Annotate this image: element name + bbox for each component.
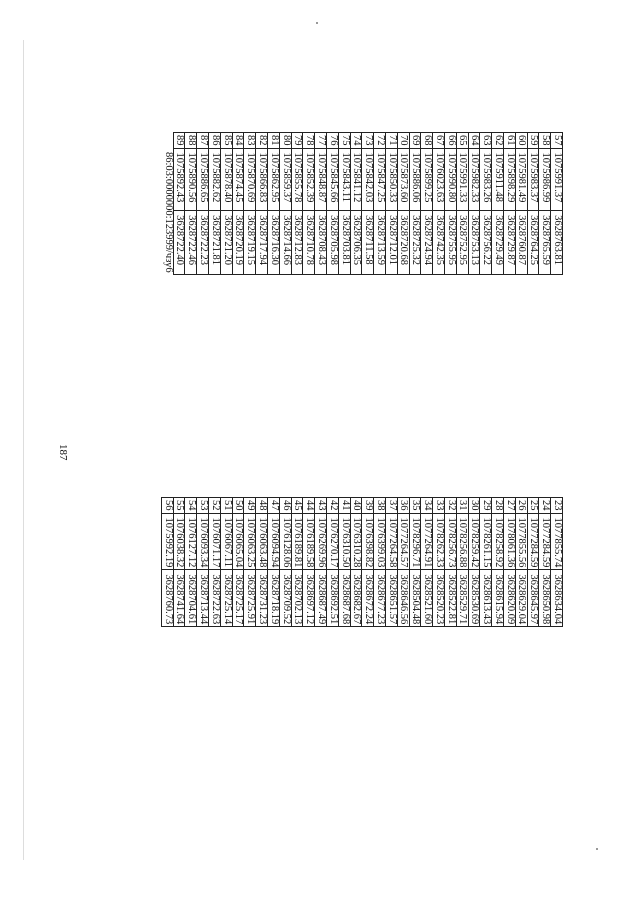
x-coordinate-cell: 1078256.88 xyxy=(456,513,468,570)
point-number-cell: 45 xyxy=(291,498,303,514)
point-number-cell: 60 xyxy=(515,133,527,149)
point-number-cell: 32 xyxy=(445,498,457,514)
x-coordinate-cell: 1075899.25 xyxy=(421,148,433,211)
footer-blank-cell xyxy=(162,133,173,149)
point-number-cell: 33 xyxy=(433,498,445,514)
point-number-cell: 48 xyxy=(256,498,268,514)
y-coordinate-cell: 3628731.23 xyxy=(256,570,268,627)
table-row xyxy=(515,133,527,275)
y-coordinate-cell: 3628725.91 xyxy=(244,570,256,627)
x-coordinate-cell: 1075991.37 xyxy=(551,148,563,211)
x-coordinate-cell: 1075911.48 xyxy=(492,148,504,211)
x-coordinate-cell: 1075845.66 xyxy=(327,148,339,211)
table-row xyxy=(197,498,209,627)
y-coordinate-cell: 3628645.97 xyxy=(527,570,539,627)
y-coordinate-cell: 3628613.43 xyxy=(480,570,492,627)
x-coordinate-cell: 1076189.81 xyxy=(291,513,303,570)
table-row xyxy=(256,133,268,275)
y-coordinate-cell: 3628765.59 xyxy=(539,211,551,275)
table-row xyxy=(504,498,516,627)
table-row xyxy=(456,133,468,275)
point-number-cell: 84 xyxy=(232,133,244,149)
x-coordinate-cell: 1077855.74 xyxy=(551,513,563,570)
x-coordinate-cell: 1077855.56 xyxy=(515,513,527,570)
point-number-cell: 34 xyxy=(421,498,433,514)
point-number-cell: 52 xyxy=(209,498,221,514)
y-coordinate-cell: 3628764.25 xyxy=(527,211,539,275)
x-coordinate-cell: 1078061.36 xyxy=(504,513,516,570)
point-number-cell: 47 xyxy=(268,498,280,514)
table-row xyxy=(539,498,551,627)
table-row xyxy=(327,498,339,627)
x-coordinate-cell: 1075847.25 xyxy=(374,148,386,211)
coordinates-table-left xyxy=(161,497,563,627)
y-coordinate-cell: 3628720.19 xyxy=(232,211,244,275)
point-number-cell: 25 xyxy=(527,498,539,514)
y-coordinate-cell: 3628760.87 xyxy=(515,211,527,275)
coordinates-table-left-wrapper xyxy=(161,497,563,627)
table-row xyxy=(445,133,457,275)
table-row xyxy=(468,498,480,627)
point-number-cell: 42 xyxy=(327,498,339,514)
table-row xyxy=(456,498,468,627)
point-number-cell: 66 xyxy=(445,133,457,149)
point-number-cell: 65 xyxy=(456,133,468,149)
y-coordinate-cell: 3628620.09 xyxy=(504,570,516,627)
y-coordinate-cell: 3628504.48 xyxy=(409,570,421,627)
point-number-cell: 44 xyxy=(303,498,315,514)
point-number-cell: 54 xyxy=(185,498,197,514)
cadastral-number-note: 86:03:0000000:123999/чзу6 xyxy=(162,152,174,273)
table-row xyxy=(492,133,504,275)
point-number-cell: 67 xyxy=(433,133,445,149)
y-coordinate-cell: 3628722.46 xyxy=(185,211,197,275)
x-coordinate-cell: 1076128.06 xyxy=(279,513,291,570)
y-coordinate-cell: 3628650.98 xyxy=(539,570,551,627)
point-number-cell: 59 xyxy=(527,133,539,149)
point-number-cell: 55 xyxy=(173,498,185,514)
y-coordinate-cell: 3628615.94 xyxy=(492,570,504,627)
point-number-cell: 28 xyxy=(492,498,504,514)
x-coordinate-cell: 1075855.78 xyxy=(291,148,303,211)
table-row xyxy=(480,133,492,275)
table-row xyxy=(386,498,398,627)
x-coordinate-cell: 1075990.80 xyxy=(445,148,457,211)
x-coordinate-cell: 1078261.15 xyxy=(480,513,492,570)
table-row xyxy=(220,133,232,275)
point-number-cell: 29 xyxy=(480,498,492,514)
table-row xyxy=(185,133,197,275)
table-row xyxy=(421,133,433,275)
table-row xyxy=(397,498,409,627)
table-row xyxy=(279,498,291,627)
x-coordinate-cell: 1077284.59 xyxy=(527,513,539,570)
x-coordinate-cell: 1075886.65 xyxy=(197,148,209,211)
x-coordinate-cell: 1076399.03 xyxy=(374,513,386,570)
x-coordinate-cell: 1075882.62 xyxy=(209,148,221,211)
y-coordinate-cell: 3628687.49 xyxy=(315,570,327,627)
y-coordinate-cell: 3628741.64 xyxy=(173,570,185,627)
y-coordinate-cell: 3628721.20 xyxy=(220,211,232,275)
y-coordinate-cell: 3628742.35 xyxy=(433,211,445,275)
x-coordinate-cell: 1075842.03 xyxy=(362,148,374,211)
x-coordinate-cell: 1075898.29 xyxy=(504,148,516,211)
y-coordinate-cell: 3628719.15 xyxy=(244,211,256,275)
point-number-cell: 72 xyxy=(374,133,386,149)
table-row xyxy=(515,498,527,627)
table-row xyxy=(504,133,516,275)
point-number-cell: 83 xyxy=(244,133,256,149)
x-coordinate-cell: 1075848.87 xyxy=(315,148,327,211)
table-row xyxy=(291,498,303,627)
y-coordinate-cell: 3628711.58 xyxy=(362,211,374,275)
point-number-cell: 43 xyxy=(315,498,327,514)
x-coordinate-cell: 1076038.32 xyxy=(173,513,185,570)
x-coordinate-cell: 1075892.43 xyxy=(173,148,185,211)
y-coordinate-cell: 3628682.67 xyxy=(350,570,362,627)
x-coordinate-cell: 1076189.58 xyxy=(303,513,315,570)
point-number-cell: 76 xyxy=(327,133,339,149)
x-coordinate-cell: 1077264.57 xyxy=(397,513,409,570)
table-row xyxy=(527,498,539,627)
table-row xyxy=(256,498,268,627)
point-number-cell: 75 xyxy=(338,133,350,149)
table-row xyxy=(551,498,563,627)
point-number-cell: 46 xyxy=(279,498,291,514)
y-coordinate-cell: 3628520.23 xyxy=(433,570,445,627)
table-row xyxy=(161,498,173,627)
point-number-cell: 80 xyxy=(279,133,291,149)
y-coordinate-cell: 3628755.95 xyxy=(445,211,457,275)
table-row xyxy=(362,133,374,275)
point-number-cell: 85 xyxy=(220,133,232,149)
x-coordinate-cell: 1076270.17 xyxy=(327,513,339,570)
table-row xyxy=(551,133,563,275)
y-coordinate-cell: 3628729.49 xyxy=(492,211,504,275)
x-coordinate-cell: 1075843.11 xyxy=(338,148,350,211)
x-coordinate-cell: 1075886.06 xyxy=(409,148,421,211)
table-row xyxy=(279,133,291,275)
x-coordinate-cell: 1078262.33 xyxy=(433,513,445,570)
table-row xyxy=(220,498,232,627)
point-number-cell: 82 xyxy=(256,133,268,149)
x-coordinate-cell: 1078259.42 xyxy=(468,513,480,570)
x-coordinate-cell: 1076310.28 xyxy=(350,513,362,570)
point-number-cell: 36 xyxy=(397,498,409,514)
y-coordinate-cell: 3628646.56 xyxy=(397,570,409,627)
y-coordinate-cell: 3628722.23 xyxy=(197,211,209,275)
y-coordinate-cell: 3628713.44 xyxy=(197,570,209,627)
y-coordinate-cell: 3628718.19 xyxy=(268,570,280,627)
point-number-cell: 88 xyxy=(185,133,197,149)
y-coordinate-cell: 3628530.69 xyxy=(468,570,480,627)
x-coordinate-cell: 1076398.82 xyxy=(362,513,374,570)
y-coordinate-cell: 3628529.71 xyxy=(456,570,468,627)
y-coordinate-cell: 3628705.98 xyxy=(327,211,339,275)
table-row xyxy=(232,133,244,275)
x-coordinate-cell: 1075866.83 xyxy=(256,148,268,211)
table-row xyxy=(409,133,421,275)
point-number-cell: 62 xyxy=(492,133,504,149)
point-number-cell: 74 xyxy=(350,133,362,149)
table-row xyxy=(374,498,386,627)
point-number-cell: 35 xyxy=(409,498,421,514)
y-coordinate-cell: 3628712.01 xyxy=(386,211,398,275)
point-number-cell: 51 xyxy=(220,498,232,514)
x-coordinate-cell: 1078258.92 xyxy=(492,513,504,570)
point-number-cell: 39 xyxy=(362,498,374,514)
y-coordinate-cell: 3628756.22 xyxy=(480,211,492,275)
y-coordinate-cell: 3628752.95 xyxy=(456,211,468,275)
point-number-cell: 61 xyxy=(504,133,516,149)
table-row xyxy=(209,133,221,275)
table-row xyxy=(327,133,339,275)
point-number-cell: 78 xyxy=(303,133,315,149)
x-coordinate-cell: 1075870.69 xyxy=(244,148,256,211)
y-coordinate-cell: 3628706.35 xyxy=(350,211,362,275)
table-row xyxy=(445,498,457,627)
y-coordinate-cell: 3628672.24 xyxy=(362,570,374,627)
x-coordinate-cell: 1075986.99 xyxy=(539,148,551,211)
table-row xyxy=(185,498,197,627)
x-coordinate-cell: 1075852.39 xyxy=(303,148,315,211)
table-row xyxy=(527,133,539,275)
point-number-cell: 70 xyxy=(397,133,409,149)
coordinates-table-right xyxy=(162,132,563,275)
table-row xyxy=(539,133,551,275)
y-coordinate-cell: 3628709.52 xyxy=(279,570,291,627)
y-coordinate-cell: 3628722.63 xyxy=(209,570,221,627)
y-coordinate-cell: 3628710.78 xyxy=(303,211,315,275)
y-coordinate-cell: 3628714.66 xyxy=(279,211,291,275)
x-coordinate-cell: 1076023.63 xyxy=(433,148,445,211)
y-coordinate-cell: 3628692.51 xyxy=(327,570,339,627)
x-coordinate-cell: 1075859.37 xyxy=(279,148,291,211)
table-row xyxy=(480,498,492,627)
x-coordinate-cell: 1076063.48 xyxy=(256,513,268,570)
y-coordinate-cell: 3628721.81 xyxy=(209,211,221,275)
table-row xyxy=(362,498,374,627)
point-number-cell: 38 xyxy=(374,498,386,514)
x-coordinate-cell: 1075850.33 xyxy=(386,148,398,211)
x-coordinate-cell: 1075991.33 xyxy=(456,148,468,211)
scan-artifact xyxy=(23,40,24,860)
point-number-cell: 73 xyxy=(362,133,374,149)
point-number-cell: 77 xyxy=(315,133,327,149)
y-coordinate-cell: 3628697.12 xyxy=(303,570,315,627)
x-coordinate-cell: 1077284.59 xyxy=(539,513,551,570)
table-row xyxy=(374,133,386,275)
y-coordinate-cell: 3628651.57 xyxy=(386,570,398,627)
table-row xyxy=(303,133,315,275)
x-coordinate-cell: 1076127.12 xyxy=(185,513,197,570)
table-row xyxy=(338,133,350,275)
y-coordinate-cell: 3628760.73 xyxy=(161,570,173,627)
y-coordinate-cell: 3628703.81 xyxy=(338,211,350,275)
y-coordinate-cell: 3628522.81 xyxy=(445,570,457,627)
table-row xyxy=(350,133,362,275)
scan-artifact xyxy=(596,848,598,850)
table-row xyxy=(197,133,209,275)
y-coordinate-cell: 3628713.59 xyxy=(374,211,386,275)
point-number-cell: 68 xyxy=(421,133,433,149)
table-row xyxy=(492,498,504,627)
table-row xyxy=(315,498,327,627)
x-coordinate-cell: 1076094.94 xyxy=(268,513,280,570)
table-row xyxy=(244,133,256,275)
x-coordinate-cell: 1075982.33 xyxy=(468,148,480,211)
x-coordinate-cell: 1076269.96 xyxy=(315,513,327,570)
table-row xyxy=(433,133,445,275)
table-row xyxy=(244,498,256,627)
point-number-cell: 89 xyxy=(173,133,185,149)
point-number-cell: 87 xyxy=(197,133,209,149)
y-coordinate-cell: 3628708.43 xyxy=(315,211,327,275)
y-coordinate-cell: 3628634.04 xyxy=(551,570,563,627)
y-coordinate-cell: 3628729.87 xyxy=(504,211,516,275)
table-row xyxy=(268,498,280,627)
table-row xyxy=(409,498,421,627)
y-coordinate-cell: 3628722.40 xyxy=(173,211,185,275)
point-number-cell: 57 xyxy=(551,133,563,149)
table-row xyxy=(291,133,303,275)
x-coordinate-cell: 1076067.11 xyxy=(220,513,232,570)
table-row xyxy=(397,133,409,275)
x-coordinate-cell: 1075983.26 xyxy=(480,148,492,211)
y-coordinate-cell: 3628717.94 xyxy=(256,211,268,275)
point-number-cell: 26 xyxy=(515,498,527,514)
x-coordinate-cell: 1075841.12 xyxy=(350,148,362,211)
table-row xyxy=(468,133,480,275)
coordinates-table-right-wrapper xyxy=(162,132,563,275)
y-coordinate-cell: 3628725.14 xyxy=(220,570,232,627)
y-coordinate-cell: 3628753.13 xyxy=(468,211,480,275)
point-number-cell: 58 xyxy=(539,133,551,149)
point-number-cell: 64 xyxy=(468,133,480,149)
table-row xyxy=(268,133,280,275)
point-number-cell: 23 xyxy=(551,498,563,514)
table-row xyxy=(350,498,362,627)
table-row xyxy=(421,498,433,627)
table-row xyxy=(173,498,185,627)
y-coordinate-cell: 3628521.60 xyxy=(421,570,433,627)
point-number-cell: 79 xyxy=(291,133,303,149)
y-coordinate-cell: 3628629.04 xyxy=(515,570,527,627)
point-number-cell: 71 xyxy=(386,133,398,149)
x-coordinate-cell: 1077264.58 xyxy=(386,513,398,570)
x-coordinate-cell: 1076063.25 xyxy=(244,513,256,570)
page-number: 187 xyxy=(57,444,69,461)
y-coordinate-cell: 3628712.83 xyxy=(291,211,303,275)
point-number-cell: 31 xyxy=(456,498,468,514)
point-number-cell: 69 xyxy=(409,133,421,149)
scan-artifact xyxy=(316,22,318,24)
table-row xyxy=(315,133,327,275)
x-coordinate-cell: 1075874.45 xyxy=(232,148,244,211)
y-coordinate-cell: 3628763.81 xyxy=(551,211,563,275)
point-number-cell: 81 xyxy=(268,133,280,149)
y-coordinate-cell: 3628725.32 xyxy=(409,211,421,275)
table-row xyxy=(303,498,315,627)
table-row xyxy=(433,498,445,627)
point-number-cell: 40 xyxy=(350,498,362,514)
y-coordinate-cell: 3628724.94 xyxy=(421,211,433,275)
x-coordinate-cell: 1078296.71 xyxy=(409,513,421,570)
x-coordinate-cell: 1075992.19 xyxy=(161,513,173,570)
x-coordinate-cell: 1075983.37 xyxy=(527,148,539,211)
x-coordinate-cell: 1076093.34 xyxy=(197,513,209,570)
table-row xyxy=(232,498,244,627)
y-coordinate-cell: 3628677.23 xyxy=(374,570,386,627)
y-coordinate-cell: 3628725.17 xyxy=(232,570,244,627)
point-number-cell: 50 xyxy=(232,498,244,514)
y-coordinate-cell: 3628704.61 xyxy=(185,570,197,627)
x-coordinate-cell: 1076310.50 xyxy=(338,513,350,570)
point-number-cell: 37 xyxy=(386,498,398,514)
table-row xyxy=(209,498,221,627)
y-coordinate-cell: 3628716.30 xyxy=(268,211,280,275)
x-coordinate-cell: 1075862.95 xyxy=(268,148,280,211)
x-coordinate-cell: 1077264.91 xyxy=(421,513,433,570)
point-number-cell: 41 xyxy=(338,498,350,514)
point-number-cell: 56 xyxy=(161,498,173,514)
y-coordinate-cell: 3628702.13 xyxy=(291,570,303,627)
y-coordinate-cell: 3628720.68 xyxy=(397,211,409,275)
point-number-cell: 24 xyxy=(539,498,551,514)
x-coordinate-cell: 1075890.56 xyxy=(185,148,197,211)
x-coordinate-cell: 1078256.73 xyxy=(445,513,457,570)
point-number-cell: 27 xyxy=(504,498,516,514)
point-number-cell: 49 xyxy=(244,498,256,514)
x-coordinate-cell: 1075878.40 xyxy=(220,148,232,211)
table-row xyxy=(386,133,398,275)
x-coordinate-cell: 1075981.49 xyxy=(515,148,527,211)
table-row xyxy=(338,498,350,627)
x-coordinate-cell: 1075873.60 xyxy=(397,148,409,211)
point-number-cell: 63 xyxy=(480,133,492,149)
x-coordinate-cell: 1076065.04 xyxy=(232,513,244,570)
table-footer-row xyxy=(162,133,173,275)
x-coordinate-cell: 1076071.17 xyxy=(209,513,221,570)
table-row xyxy=(173,133,185,275)
point-number-cell: 53 xyxy=(197,498,209,514)
point-number-cell: 86 xyxy=(209,133,221,149)
point-number-cell: 30 xyxy=(468,498,480,514)
y-coordinate-cell: 3628687.68 xyxy=(338,570,350,627)
